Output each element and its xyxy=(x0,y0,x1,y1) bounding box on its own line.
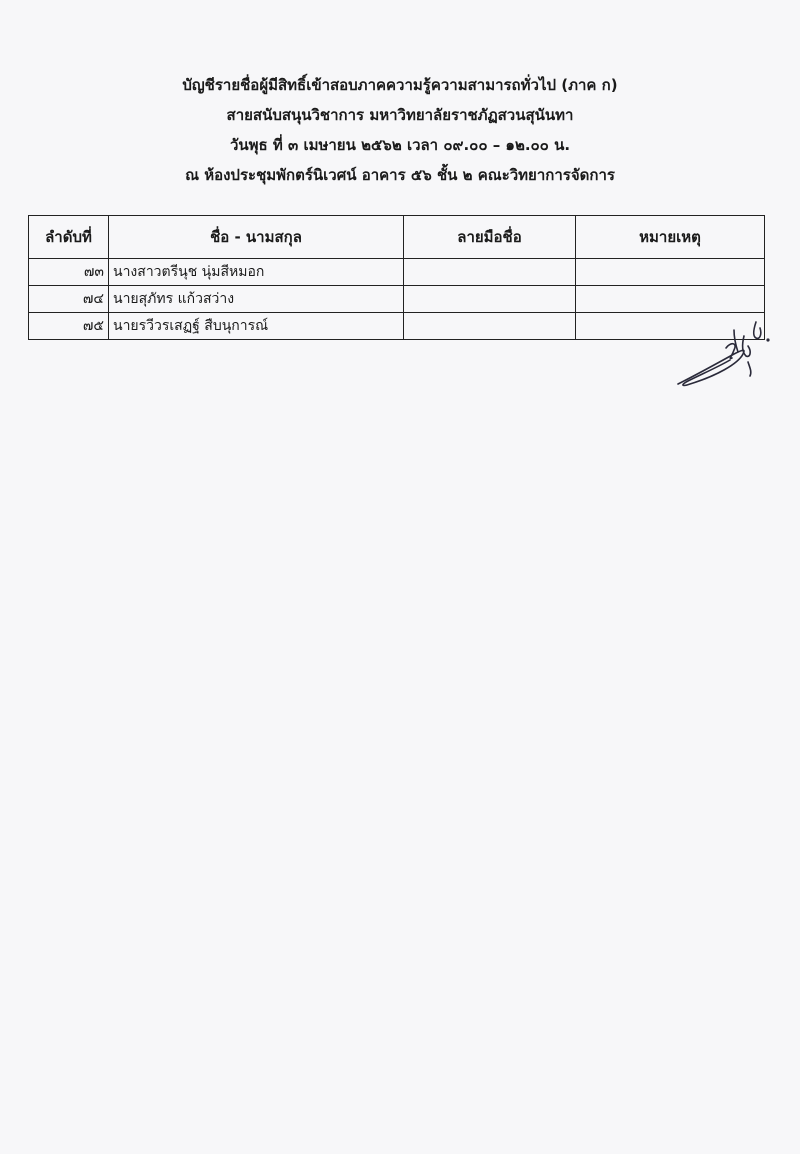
column-header-number: ลำดับที่ xyxy=(29,216,109,259)
document-title: บัญชีรายชื่อผู้มีสิทธิ์เข้าสอบภาคความรู้ความสามารถทั่วไป (ภาค ก) xyxy=(182,76,618,94)
row-name: นายรวีวรเสฏฐ์ สืบนุการณ์ xyxy=(109,313,404,340)
date-time-line: วันพุธ ที่ ๓ เมษายน ๒๕๖๒ เวลา ๐๙.๐๐ – ๑๒.๐๐ น. xyxy=(229,136,571,154)
row-name: นายสุภัทร แก้วสว่าง xyxy=(109,286,404,313)
location-line: ณ ห้องประชุมพักตร์นิเวศน์ อาคาร ๕๖ ชั้น ๒ คณะวิทยาการจัดการ xyxy=(185,166,615,184)
document-header xyxy=(0,70,800,190)
row-remarks-cell xyxy=(576,259,765,286)
column-header-name: ชื่อ - นามสกุล xyxy=(109,216,404,259)
row-number: ๗๓ xyxy=(29,259,109,286)
table-row xyxy=(29,313,765,340)
table-row xyxy=(29,286,765,313)
row-remarks-cell xyxy=(576,286,765,313)
table-header-row xyxy=(29,216,765,259)
department-line: สายสนับสนุนวิชาการ มหาวิทยาลัยราชภัฏสวนสุนันทา xyxy=(226,106,574,124)
column-header-remarks: หมายเหตุ xyxy=(576,216,765,259)
table-row xyxy=(29,259,765,286)
row-signature-cell xyxy=(404,286,576,313)
column-header-signature: ลายมือชื่อ xyxy=(404,216,576,259)
row-number: ๗๔ xyxy=(29,286,109,313)
row-name: นางสาวตรีนุช นุ่มสีหมอก xyxy=(109,259,404,286)
row-signature-cell xyxy=(404,259,576,286)
row-signature-cell xyxy=(404,313,576,340)
row-number: ๗๕ xyxy=(29,313,109,340)
candidate-table xyxy=(28,215,765,340)
handwritten-signature xyxy=(672,318,778,394)
